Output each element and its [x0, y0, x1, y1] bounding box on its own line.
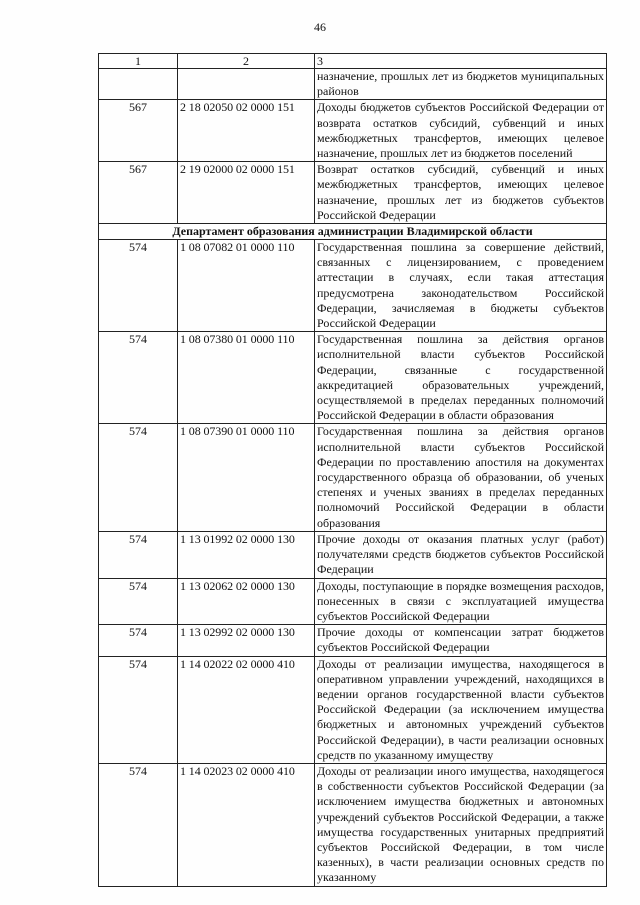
admin-code-cell [99, 69, 178, 100]
admin-code-cell: 574 [99, 578, 178, 625]
admin-code-cell: 567 [99, 100, 178, 162]
description-cell: Доходы от реализации иного имущества, находящегося в собственности субъектов Российской Федерации (за исключением имущества бюджетных и автономных учреждений субъектов Российской Федерации, а также имущества государственных унитарных предприятий субъектов Российской Федерации, в том числе казенных), в части реализации основных средств по указанному [315, 763, 607, 886]
description-cell: Возврат остатков субсидий, субвенций и иных межбюджетных трансфертов, имеющих целевое назначение, прошлых лет из бюджетов субъектов Российской Федерации [315, 162, 607, 224]
description-cell: Прочие доходы от оказания платных услуг (работ) получателями средств бюджетов субъектов Российской Федерации [315, 531, 607, 578]
table-header-row [99, 54, 607, 69]
table-row [99, 424, 607, 531]
description-cell: Государственная пошлина за действия органов исполнительной власти субъектов Российской Федерации, связанные с государственной аккредитацией образовательных учреждений, осуществляемой в пределах переданных полномочий Российской Федерации в области образования [315, 332, 607, 424]
admin-code-cell: 574 [99, 240, 178, 332]
admin-code-cell: 574 [99, 424, 178, 531]
table-row [99, 578, 607, 625]
department-title: Департамент образования администрации Владимирской области [99, 224, 607, 240]
admin-code-cell: 574 [99, 656, 178, 763]
description-cell: Доходы бюджетов субъектов Российской Федерации от возврата остатков субсидий, субвенций и иных межбюджетных трансфертов, имеющих целевое назначение, прошлых лет из бюджетов поселений [315, 100, 607, 162]
revenue-codes-table [98, 53, 607, 887]
kbk-code-cell: 1 08 07390 01 0000 110 [178, 424, 315, 531]
table-row [99, 162, 607, 224]
table-row [99, 763, 607, 886]
table-row [99, 656, 607, 763]
table-row [99, 240, 607, 332]
kbk-code-cell: 2 18 02050 02 0000 151 [178, 100, 315, 162]
department-header-row [99, 224, 607, 240]
description-cell: Государственная пошлина за действия органов исполнительной власти субъектов Российской Федерации по проставлению апостиля на документах государственного образца об образовании, об ученых степенях и ученых званиях в пределах переданных полномочий Российской Федерации в области образования [315, 424, 607, 531]
kbk-code-cell: 1 13 01992 02 0000 130 [178, 531, 315, 578]
description-cell: назначение, прошлых лет из бюджетов муниципальных районов [315, 69, 607, 100]
page-number: 46 [314, 20, 326, 34]
kbk-code-cell: 1 13 02992 02 0000 130 [178, 625, 315, 656]
description-cell: Доходы от реализации имущества, находящегося в оперативном управлении учреждений, находящихся в ведении органов государственной власти субъектов Российской Федерации (за исключением имущества бюджетных и автономных учреждений субъектов Российской Федерации), в части реализации основных средств по указанному имуществу [315, 656, 607, 763]
admin-code-cell: 574 [99, 332, 178, 424]
table-row [99, 69, 607, 100]
kbk-code-cell: 1 14 02023 02 0000 410 [178, 763, 315, 886]
kbk-code-cell [178, 69, 315, 100]
kbk-code-cell: 1 14 02022 02 0000 410 [178, 656, 315, 763]
header-col-2: 2 [178, 54, 315, 69]
kbk-code-cell: 1 13 02062 02 0000 130 [178, 578, 315, 625]
description-cell: Государственная пошлина за совершение действий, связанных с лицензированием, с проведением аттестации в случаях, если такая аттестация предусмотрена законодательством Российской Федерации, зачисляемая в бюджеты субъектов Российской Федерации [315, 240, 607, 332]
admin-code-cell: 567 [99, 162, 178, 224]
description-cell: Прочие доходы от компенсации затрат бюджетов субъектов Российской Федерации [315, 625, 607, 656]
admin-code-cell: 574 [99, 625, 178, 656]
table-row [99, 531, 607, 578]
kbk-code-cell: 1 08 07082 01 0000 110 [178, 240, 315, 332]
header-col-3: 3 [315, 54, 607, 69]
table-row [99, 332, 607, 424]
table-row [99, 100, 607, 162]
kbk-code-cell: 1 08 07380 01 0000 110 [178, 332, 315, 424]
admin-code-cell: 574 [99, 531, 178, 578]
kbk-code-cell: 2 19 02000 02 0000 151 [178, 162, 315, 224]
table-row [99, 625, 607, 656]
header-col-1: 1 [99, 54, 178, 69]
description-cell: Доходы, поступающие в порядке возмещения расходов, понесенных в связи с эксплуатацией имущества субъектов Российской Федерации [315, 578, 607, 625]
admin-code-cell: 574 [99, 763, 178, 886]
